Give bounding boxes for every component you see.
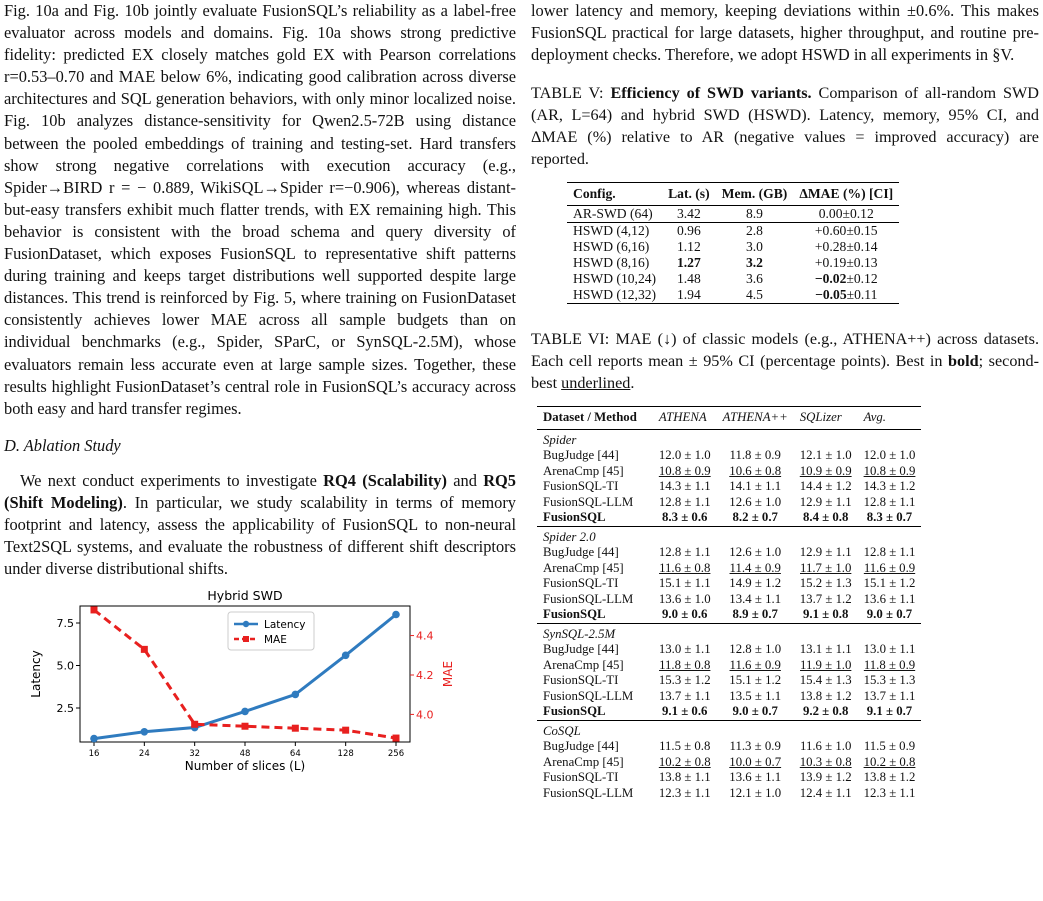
table6-cell-value: 12.1 ± 1.0 xyxy=(729,785,782,800)
table6-cell-value: 11.9 ± 1.0 xyxy=(800,657,852,672)
table6-cell-method: ArenaCmp [45] xyxy=(543,657,624,672)
table5-header: Config. xyxy=(573,186,616,202)
x-tick-label: 16 xyxy=(88,749,100,759)
table6-row xyxy=(537,561,921,577)
table6-group-label: Spider 2.0 xyxy=(543,529,596,544)
table6-cell-value: 12.9 ± 1.1 xyxy=(799,494,852,509)
table6-group-label: Spider xyxy=(543,432,577,447)
table6-cell-value: 11.6 ± 0.8 xyxy=(659,560,711,575)
table6-cell-value: 13.0 ± 1.1 xyxy=(863,642,916,657)
table6-cell-value: 12.8 ± 1.1 xyxy=(658,545,711,560)
table5-row xyxy=(567,206,899,223)
table6-row xyxy=(537,689,921,705)
table6-row xyxy=(537,658,921,674)
table6-row xyxy=(537,448,921,464)
table6-mae xyxy=(537,406,921,801)
table6-row xyxy=(537,510,921,526)
table5-cell-latency: 3.42 xyxy=(676,206,701,222)
table6-cell-value: 9.0 ± 0.6 xyxy=(662,607,708,622)
para2-pre: We next conduct experiments to investigate xyxy=(20,470,324,490)
latency-point xyxy=(292,691,300,699)
table5-cell-memory: 3.6 xyxy=(745,271,763,287)
table5-caption-body: Comparison of all-random SWD (AR, L=64) and hybrid SWD (HSWD). Latency, memory, 95% CI, and ΔMAE (%) relative to AR (negative values = improved accuracy) are reported. xyxy=(531,84,1040,169)
latency-point xyxy=(342,652,350,660)
table5-cell-latency: 1.48 xyxy=(676,271,701,287)
table6-caption-end: . xyxy=(630,374,635,393)
y-tick-label: 7.5 xyxy=(56,617,74,630)
table5-row xyxy=(567,271,899,287)
table6-cell-value: 13.6 ± 1.1 xyxy=(729,770,782,785)
table6-row xyxy=(537,755,921,771)
table6-row xyxy=(537,786,921,802)
table6-cell-value: 15.3 ± 1.2 xyxy=(658,673,711,688)
right-column xyxy=(531,0,1039,801)
table6-cell-value: 8.3 ± 0.6 xyxy=(662,510,708,525)
table6-cell-value: 11.5 ± 0.8 xyxy=(659,739,711,754)
table5-cell-dmae: +0.60±0.15 xyxy=(814,223,878,239)
table6-cell-value: 13.5 ± 1.1 xyxy=(729,688,782,703)
table6-cell-value: 11.6 ± 1.0 xyxy=(800,739,852,754)
table6-cell-value: 10.8 ± 0.9 xyxy=(863,463,916,478)
table6-cell-value: 11.5 ± 0.9 xyxy=(863,739,916,754)
table5-cell-memory: 2.8 xyxy=(745,223,763,239)
table6-cell-value: 12.1 ± 1.0 xyxy=(799,448,852,463)
table5-header-row xyxy=(567,183,899,206)
table5-cell-memory: 8.9 xyxy=(745,206,763,222)
table6-header: Avg. xyxy=(863,410,886,425)
table5-cell-memory: 4.5 xyxy=(745,287,763,303)
table6-header: ATHENA++ xyxy=(722,410,788,425)
table5-cell-latency: 1.94 xyxy=(676,287,701,303)
table6-row xyxy=(537,592,921,608)
table6-cell-value: 13.7 ± 1.2 xyxy=(799,591,852,606)
table6-row xyxy=(537,464,921,480)
table6-cell-value: 15.4 ± 1.3 xyxy=(799,673,852,688)
table5-caption-title: Efficiency of SWD variants. xyxy=(610,84,812,103)
table6-cell-value: 9.2 ± 0.8 xyxy=(802,704,849,719)
table5-cell-config: AR-SWD (64) xyxy=(573,206,653,222)
table5-dmae-best: −0.02 xyxy=(814,271,847,287)
hybrid-swd-chart-svg xyxy=(10,584,470,784)
y2-axis-label: MAE xyxy=(441,660,455,688)
table6-cell-value: 11.6 ± 0.9 xyxy=(729,657,781,672)
y-tick-label: 5.0 xyxy=(56,659,74,673)
table6-group-label: CoSQL xyxy=(543,723,581,738)
table6-row xyxy=(537,770,921,786)
table6-cell-value: 11.6 ± 0.9 xyxy=(863,560,916,575)
table5-header: Mem. (GB) xyxy=(721,186,788,202)
table6-cell-value: 13.4 ± 1.1 xyxy=(729,591,782,606)
table6-row xyxy=(537,704,921,720)
table5-cell-latency: 0.96 xyxy=(676,223,701,239)
table6-cell-value: 15.1 ± 1.2 xyxy=(863,576,916,591)
table6-row xyxy=(537,576,921,592)
table6-cell-value: 14.3 ± 1.1 xyxy=(658,479,711,494)
table6-cell-value: 13.7 ± 1.1 xyxy=(863,688,916,703)
table6-cell-value: 11.8 ± 0.8 xyxy=(659,657,711,672)
mae-point xyxy=(342,727,349,734)
table6-cell-value: 13.8 ± 1.1 xyxy=(658,770,711,785)
table5-row xyxy=(567,223,899,240)
table5-cell-memory: 3.0 xyxy=(745,239,763,255)
table6-header-row xyxy=(537,407,921,430)
table6-cell-value: 11.3 ± 0.9 xyxy=(729,739,781,754)
table6-cell-value: 11.7 ± 1.0 xyxy=(800,560,852,575)
table5-cell-dmae: +0.19±0.13 xyxy=(814,255,878,271)
y2-tick-label: 4.0 xyxy=(416,708,434,722)
table6-cell-value: 10.0 ± 0.7 xyxy=(729,754,782,769)
table6-cell-value: 11.4 ± 0.9 xyxy=(729,560,781,575)
x-tick-label: 128 xyxy=(337,749,354,759)
table5-caption xyxy=(531,82,1039,170)
x-axis-label: Number of slices (L) xyxy=(184,759,306,773)
table6-row xyxy=(537,739,921,755)
table5-cell-config: HSWD (8,16) xyxy=(573,255,650,271)
table6-cell-method: FusionSQL-TI xyxy=(543,673,619,688)
table6-row xyxy=(537,479,921,495)
table6-cell-value: 10.8 ± 0.9 xyxy=(658,463,711,478)
table6-group-row xyxy=(537,623,921,642)
table6-cell-value: 8.4 ± 0.8 xyxy=(802,510,849,525)
legend-label: Latency xyxy=(264,619,306,631)
table6-cell-value: 15.1 ± 1.2 xyxy=(729,673,782,688)
table6-caption-mid: ; second-best xyxy=(531,352,1039,393)
table6-cell-value: 14.3 ± 1.2 xyxy=(863,479,916,494)
table6-cell-value: 12.3 ± 1.1 xyxy=(863,785,916,800)
table6-cell-value: 9.0 ± 0.7 xyxy=(732,704,778,719)
paragraph-hswd-summary: lower latency and memory, keeping deviations within ±0.6%. This makes FusionSQL practical for large datasets, higher throughput, and routine pre-deployment checks. Therefore, we adopt HSWD in all experiments in §V. xyxy=(531,1,1039,65)
table6-caption-text: TABLE VI: MAE (↓) of classic models (e.g., ATHENA++) across datasets. Each cell reports mean ± 95% CI (percentage points). Best in xyxy=(531,330,1039,371)
table5-cell-config: HSWD (12,32) xyxy=(573,287,657,303)
table5-cell-dmae: 0.00±0.12 xyxy=(818,206,874,222)
table6-group-row xyxy=(537,720,921,739)
para2-post: . In particular, we study scalability in terms of memory footprint and latency, assess the applicability of FusionSQL to non-neural Text2SQL systems, and evaluate the robustness of different shift descriptors under diverse distributional shifts. xyxy=(4,492,516,579)
table6-cell-value: 9.1 ± 0.7 xyxy=(866,704,913,719)
x-tick-label: 256 xyxy=(387,749,405,759)
table6-cell-value: 15.3 ± 1.3 xyxy=(863,673,916,688)
table6-cell-value: 9.1 ± 0.8 xyxy=(802,607,849,622)
x-tick-label: 32 xyxy=(189,749,201,759)
table6-cell-method: FusionSQL-LLM xyxy=(543,688,634,703)
table5-row xyxy=(567,255,899,271)
table5-cell-latency: 1.12 xyxy=(676,239,701,255)
table6-cell-value: 14.1 ± 1.1 xyxy=(729,479,782,494)
table6-cell-method: FusionSQL-LLM xyxy=(543,494,634,509)
table6-cell-value: 13.9 ± 1.2 xyxy=(799,770,852,785)
table6-cell-method: FusionSQL xyxy=(543,704,606,719)
table6-cell-method: FusionSQL-TI xyxy=(543,576,619,591)
table6-cell-value: 10.2 ± 0.8 xyxy=(658,754,711,769)
table6-caption xyxy=(531,328,1039,394)
table6-cell-value: 13.6 ± 1.1 xyxy=(863,591,916,606)
table6-cell-value: 12.9 ± 1.1 xyxy=(799,545,852,560)
paragraph-ablation-intro xyxy=(4,470,516,580)
table5-cell-dmae: +0.28±0.14 xyxy=(814,239,878,255)
mae-point xyxy=(91,606,98,613)
y2-tick-label: 4.4 xyxy=(416,629,434,643)
table5-cell-dmae: −0.02±0.12 xyxy=(814,271,878,287)
table6-cell-value: 13.6 ± 1.0 xyxy=(658,591,711,606)
x-tick-label: 48 xyxy=(239,749,251,759)
table6-cell-value: 8.3 ± 0.7 xyxy=(866,510,913,525)
legend-marker xyxy=(243,621,249,627)
table6-cell-value: 11.8 ± 0.9 xyxy=(863,657,916,672)
mae-point xyxy=(141,646,148,653)
table6-cell-method: FusionSQL-LLM xyxy=(543,785,634,800)
table6-cell-value: 15.2 ± 1.3 xyxy=(799,576,852,591)
table6-cell-method: BugJudge [44] xyxy=(543,448,619,463)
table6-cell-value: 14.9 ± 1.2 xyxy=(729,576,782,591)
mae-point xyxy=(393,735,400,742)
table6-cell-method: FusionSQL-LLM xyxy=(543,591,634,606)
table5-efficiency xyxy=(567,182,899,304)
table6-cell-method: FusionSQL xyxy=(543,607,606,622)
table5-caption-pre: TABLE V: xyxy=(531,84,611,103)
chart-title: Hybrid SWD xyxy=(207,588,283,603)
table6-cell-value: 12.0 ± 1.0 xyxy=(863,448,916,463)
legend-label: MAE xyxy=(264,634,287,646)
hybrid-swd-chart xyxy=(10,584,470,789)
y-axis-label: Latency xyxy=(29,650,43,698)
table6-row xyxy=(537,673,921,689)
table6-cell-value: 13.7 ± 1.1 xyxy=(658,688,711,703)
table6-cell-value: 10.3 ± 0.8 xyxy=(799,754,852,769)
table6-cell-value: 12.8 ± 1.1 xyxy=(863,494,916,509)
rq4-label: RQ4 (Scalability) xyxy=(323,470,447,490)
table6-cell-value: 10.2 ± 0.8 xyxy=(863,754,916,769)
table6-cell-value: 12.8 ± 1.0 xyxy=(729,642,782,657)
latency-point xyxy=(392,611,400,619)
table6-cell-method: FusionSQL-TI xyxy=(543,770,619,785)
table6-header: SQLizer xyxy=(799,410,842,425)
table6-cell-value: 12.4 ± 1.1 xyxy=(799,785,852,800)
table6-cell-value: 13.8 ± 1.2 xyxy=(799,688,852,703)
table6-caption-bold: bold xyxy=(948,352,979,371)
table6-cell-method: ArenaCmp [45] xyxy=(543,560,624,575)
table6-cell-value: 12.0 ± 1.0 xyxy=(658,448,711,463)
mae-point xyxy=(191,721,198,728)
latency-point xyxy=(90,735,98,743)
latency-point xyxy=(141,728,149,736)
table5-row xyxy=(567,287,899,304)
para2-mid: and xyxy=(446,470,484,490)
table6-cell-method: FusionSQL xyxy=(543,510,606,525)
paragraph-fusiondataset-eval: Fig. 10a and Fig. 10b jointly evaluate FusionSQL’s reliability as a label-free evaluator across models and domains. Fig. 10a shows strong predictive fidelity: predicted EX closely matches gold EX with Pearson correlations r=0.53–0.70 and MAE below 6%, indicating good calibration across diverse architectures and SQL generation behaviors, with only minor localized noise. Fig. 10b analyzes distance-sensitivity for Qwen2.5-72B using distance between the pooled embeddings of training and testing-set. Hard transfers show strong negative correlations with execution accuracy (e.g., Spider→BIRD r = − 0.889, WikiSQL→Spider r=−0.906), whereas distant-but-easy transfers exhibit much flatter trends, with EX remaining high. This behavior is consistent with the broad schema and query diversity of FusionDataset, which exposes FusionSQL to representative shift patterns during training and keeps target distributions well supported despite large distances. This trend is reinforced by Fig. 5, where training on FusionDataset consistently achieves lower MAE across all sample budgets than on individual benchmarks (e.g., Spider, SParC, or SynSQL-2.5M), whose evaluators remain less accurate even at large sample sizes. Together, these results highlight FusionDataset’s central role in FusionSQL’s accuracy across both easy and hard transfer regimes. xyxy=(4,1,516,418)
y-tick-label: 2.5 xyxy=(56,702,74,715)
table6-cell-value: 8.9 ± 0.7 xyxy=(732,607,778,622)
section-heading-ablation: D. Ablation Study xyxy=(4,435,121,455)
table6-cell-value: 12.8 ± 1.1 xyxy=(658,494,711,509)
table6-cell-method: BugJudge [44] xyxy=(543,739,619,754)
table5-cell-config: HSWD (10,24) xyxy=(573,271,657,287)
table6-cell-value: 8.2 ± 0.7 xyxy=(732,510,778,525)
table6-cell-value: 12.8 ± 1.1 xyxy=(863,545,916,560)
table5-header: Lat. (s) xyxy=(668,186,710,202)
table6-cell-value: 11.8 ± 0.9 xyxy=(729,448,781,463)
table6-header: Dataset / Method xyxy=(543,410,637,425)
table6-header: ATHENA xyxy=(658,410,707,425)
table6-cell-value: 12.6 ± 1.0 xyxy=(729,494,782,509)
x-tick-label: 24 xyxy=(138,749,150,759)
table6-cell-value: 13.0 ± 1.1 xyxy=(658,642,711,657)
y2-tick-label: 4.2 xyxy=(416,668,434,682)
table6-caption-underlined: underlined xyxy=(561,374,631,393)
table6-cell-method: FusionSQL-TI xyxy=(543,479,619,494)
rq5-label: RQ5 (Shift Modeling) xyxy=(4,470,516,512)
table6-cell-value: 13.1 ± 1.1 xyxy=(799,642,852,657)
table5-row xyxy=(567,239,899,255)
table6-cell-method: ArenaCmp [45] xyxy=(543,754,624,769)
table6-group-label: SynSQL-2.5M xyxy=(543,626,616,641)
table6-cell-method: BugJudge [44] xyxy=(543,545,619,560)
table6-cell-value: 14.4 ± 1.2 xyxy=(799,479,852,494)
table6-group-row xyxy=(537,429,921,448)
table5-dmae-best: −0.05 xyxy=(815,287,847,303)
table6-cell-value: 10.6 ± 0.8 xyxy=(729,463,782,478)
latency-point xyxy=(241,708,249,716)
table5-header: ΔMAE (%) [CI] xyxy=(799,186,894,202)
table5-cell-latency: 1.27 xyxy=(676,255,701,271)
table5-cell-config: HSWD (4,12) xyxy=(573,223,650,239)
table6-cell-value: 9.1 ± 0.6 xyxy=(662,704,708,719)
table6-cell-value: 15.1 ± 1.1 xyxy=(658,576,711,591)
mae-point xyxy=(242,723,249,730)
table6-cell-method: BugJudge [44] xyxy=(543,642,619,657)
legend-marker xyxy=(243,636,249,642)
x-tick-label: 64 xyxy=(289,749,301,759)
table6-cell-value: 12.3 ± 1.1 xyxy=(658,785,711,800)
table6-row xyxy=(537,545,921,561)
mae-point xyxy=(292,725,299,732)
table6-cell-value: 13.8 ± 1.2 xyxy=(863,770,916,785)
table5-cell-memory: 3.2 xyxy=(745,255,763,271)
table6-cell-value: 10.9 ± 0.9 xyxy=(799,463,852,478)
table6-cell-value: 9.0 ± 0.7 xyxy=(866,607,913,622)
table6-cell-value: 12.6 ± 1.0 xyxy=(729,545,782,560)
table6-cell-method: ArenaCmp [45] xyxy=(543,463,624,478)
table6-group-row xyxy=(537,526,921,545)
table5-cell-config: HSWD (6,16) xyxy=(573,239,650,255)
table5-cell-dmae: −0.05±0.11 xyxy=(815,287,878,303)
left-column xyxy=(4,0,516,580)
table6-row xyxy=(537,607,921,623)
table6-row xyxy=(537,642,921,658)
table6-row xyxy=(537,495,921,511)
